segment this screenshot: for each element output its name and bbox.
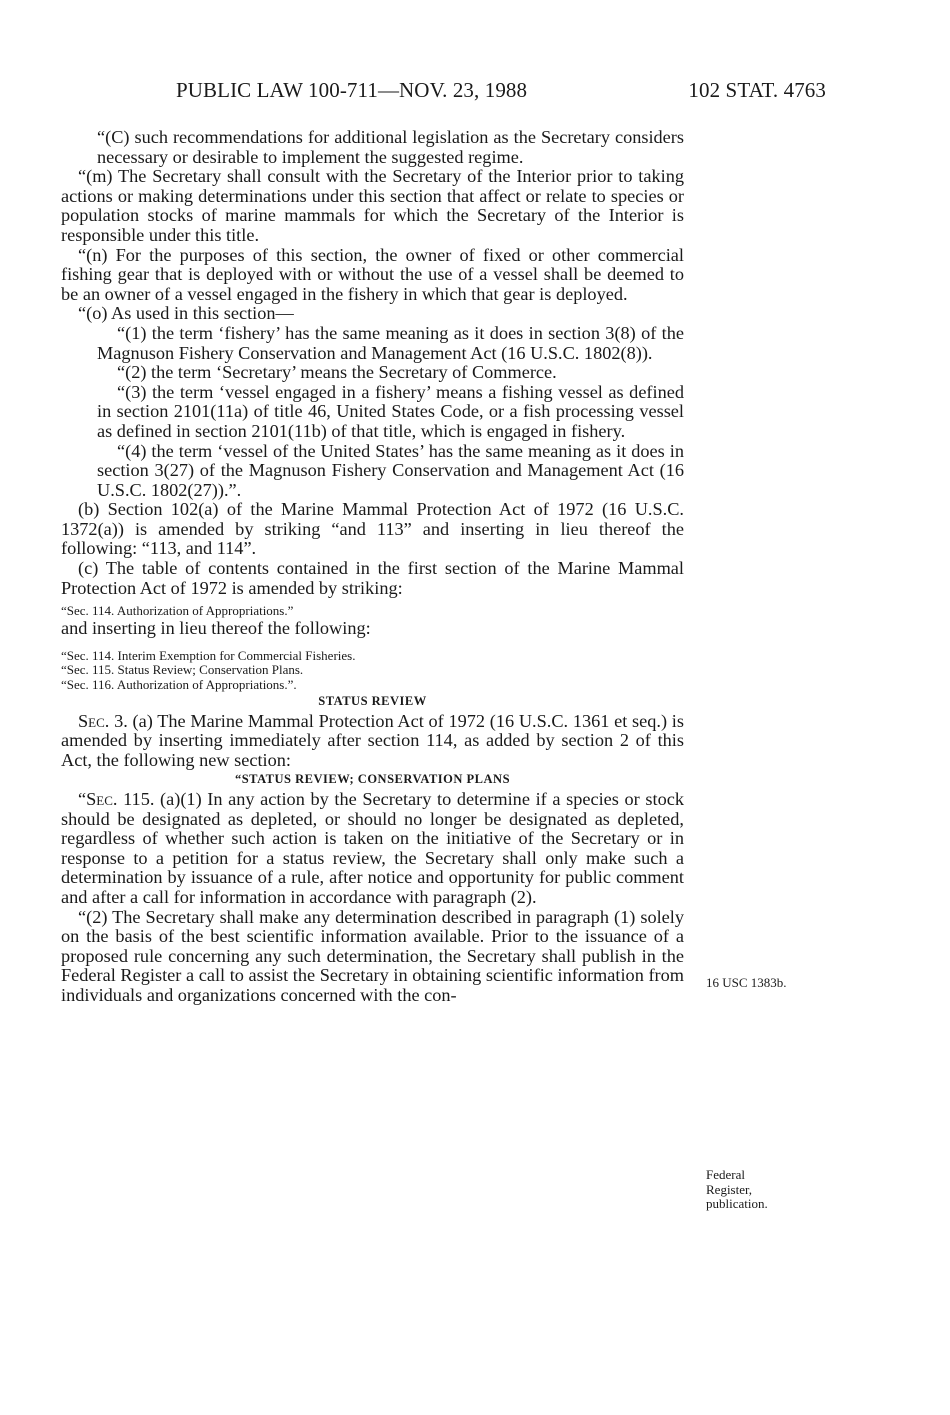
margin-note-line: Federal: [706, 1167, 745, 1182]
section-label: “Sec.: [78, 789, 118, 809]
section-3: [61, 712, 684, 771]
toc-entry: “Sec. 115. Status Review; Conservation Plans.: [61, 662, 304, 678]
margin-note-line: Register,: [706, 1181, 753, 1197]
paragraph-m: “(m) The Secretary shall consult with the Secretary of the Interior prior to taking actions or making determinations under this section that affect or relate to species or population stocks of marine mammals for which the Secretary of the Interior is responsible under this title.: [61, 166, 684, 245]
section-3-text: 3. (a) The Marine Mammal Protection Act of 1972 (16 U.S.C. 1361 et seq.) is amended by inserting immediately after section 114, as added by section 2 of this Act, the following new section:: [61, 710, 684, 770]
toc-entry: “Sec. 116. Authorization of Appropriations.”.: [61, 676, 297, 692]
paragraph-c-table: (c) The table of contents contained in the first section of the Marine Mammal Protection Act of 1972 is amended by striking:: [61, 558, 684, 598]
paragraph-o: “(o) As used in this section—: [78, 303, 294, 324]
main-text: [61, 128, 684, 1006]
heading-status-review: STATUS REVIEW: [318, 694, 427, 709]
paragraph-n: “(n) For the purposes of this section, the owner of fixed or other commercial fishing gear that is deployed with or without the use of a vessel shall be deemed to be an owner of a vessel engaged in the fishery in which that gear is deployed.: [61, 244, 684, 304]
paragraph-b: (b) Section 102(a) of the Marine Mammal Protection Act of 1972 (16 U.S.C. 1372(a)) is amended by striking “and 113” and inserting in lieu thereof the following: “113, and 114”.: [61, 499, 684, 559]
margin-note-usc: 16 USC 1383b.: [706, 975, 787, 990]
paragraph-o-2: “(2) the term ‘Secretary’ means the Secretary of Commerce.: [117, 362, 557, 383]
paragraph-c: “(C) such recommendations for additional legislation as the Secretary considers necessary or desirable to implement the suggested regime.: [97, 127, 684, 167]
toc-new-list: [61, 649, 684, 692]
running-header: [176, 78, 826, 104]
paragraph-insert: and inserting in lieu thereof the following:: [61, 617, 371, 638]
law-citation: PUBLIC LAW 100-711—NOV. 23, 1988: [176, 78, 528, 102]
paragraph-o-4: “(4) the term ‘vessel of the United States’ has the same meaning as it does in section 3(27) of the Magnuson Fishery Conservation and Management Act (16 U.S.C. 1802(27)).”.: [97, 440, 684, 500]
margin-note-line: publication.: [706, 1196, 768, 1212]
paragraph-o-1: “(1) the term ‘fishery’ has the same meaning as it does in section 3(8) of the Magnuson Fishery Conservation and Management Act (16 U.S.C. 1802(8)).: [97, 322, 684, 363]
statute-page-number: 102 STAT. 4763: [688, 78, 826, 102]
section-115-a1: [61, 790, 684, 908]
toc-entry: “Sec. 114. Interim Exemption for Commercial Fisheries.: [61, 648, 356, 664]
heading-conservation-plans: “STATUS REVIEW; CONSERVATION PLANS: [234, 772, 511, 787]
section-label: Sec.: [78, 710, 110, 731]
margin-note-federal-register: [706, 1168, 768, 1212]
section-115-text: 115. (a)(1) In any action by the Secretary to determine if a species or stock should be designated as depleted, or should no longer be designated as depleted, regardless of whether such action is taken on the initiative of the Secretary or in response to a petition for a status review, the Secretary shall only make such a determination by issuance of a rule, after notice and opportunity for public comment and after a call for information in accordance with paragraph (2).: [61, 789, 684, 907]
paragraph-o-3: “(3) the term ‘vessel engaged in a fishery’ means a fishing vessel as defined in section 2101(11a) of title 46, United States Code, or a fish processing vessel as defined in section 2101(11b) of that title, which is engaged in fishery.: [97, 381, 684, 441]
toc-entry-old: “Sec. 114. Authorization of Appropriations.”: [61, 603, 294, 619]
section-115-a2: “(2) The Secretary shall make any determination described in paragraph (1) solely on the basis of the best scientific information available. Prior to the issuance of a proposed rule concerning any such determination, the Secretary shall publish in the Federal Register a call to assist the Secretary in obtaining scientific information from individuals and organizations concerned with the con-: [61, 906, 684, 1005]
